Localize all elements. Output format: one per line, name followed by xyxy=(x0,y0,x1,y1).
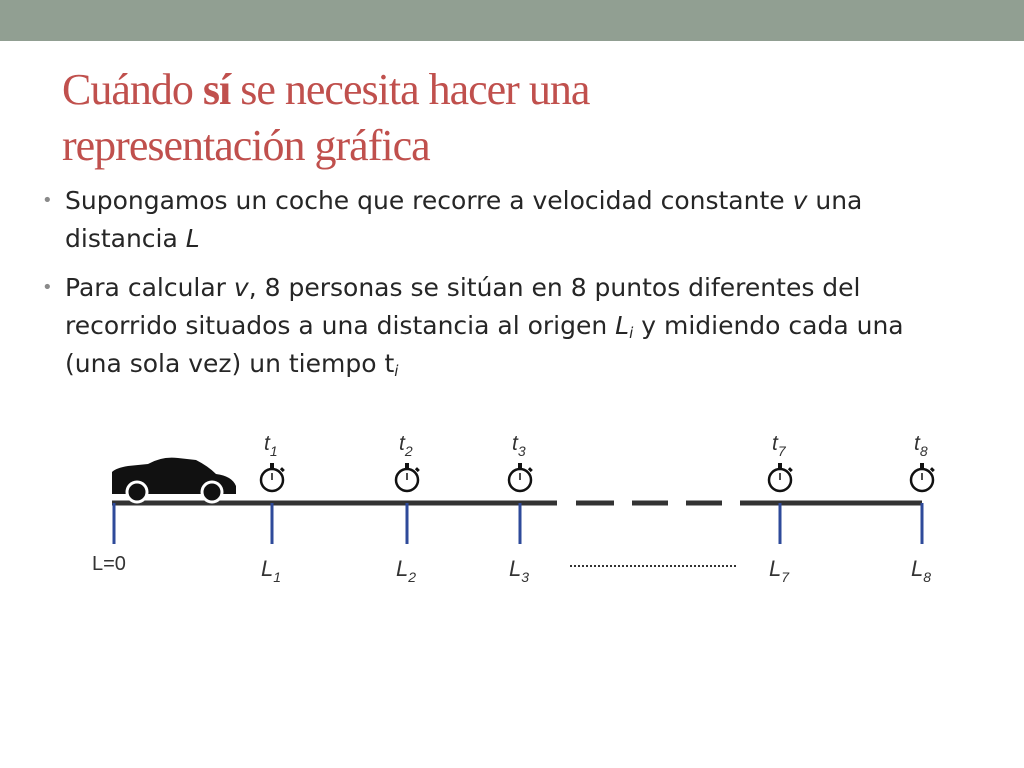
bullet-dot: • xyxy=(42,190,53,211)
car-icon xyxy=(112,458,236,502)
timer-label-t8: $t_8$ xyxy=(914,432,928,459)
bullet-2-line3: (una sola vez) un tiempo t xyxy=(65,349,395,378)
var-v: v xyxy=(233,273,249,302)
bullet-2-line2: recorrido situados a una distancia al origen xyxy=(65,311,616,340)
timer-label-t2: $t_2$ xyxy=(399,432,413,459)
bullet-1-line2: distancia xyxy=(65,224,186,253)
bullet-1-text-mid: una xyxy=(807,186,863,215)
distance-label-L7: $L_7$ xyxy=(769,556,790,585)
title-line2: representación gráfica xyxy=(62,121,430,170)
var-Li: L xyxy=(615,311,630,340)
var-Li-sub: i xyxy=(629,324,634,342)
distance-label-L3: $L_3$ xyxy=(509,556,530,585)
distance-label-L8: $L_8$ xyxy=(911,556,932,585)
timer-label-t1: $t_1$ xyxy=(264,432,278,459)
timer-label-t7: $t_7$ xyxy=(772,432,786,459)
bullet-2-line2-post: y midiendo cada una xyxy=(633,311,904,340)
title-part1: Cuándo xyxy=(62,65,203,114)
title-part2: se necesita hacer una xyxy=(230,65,590,114)
var-v: v xyxy=(792,186,808,215)
distance-label-L1: $L_1$ xyxy=(261,556,282,585)
var-ti-sub: i xyxy=(394,362,399,380)
timer-label-t3: $t_3$ xyxy=(512,432,526,459)
stopwatch-icon xyxy=(769,463,793,491)
origin-label: L=0 xyxy=(92,553,126,575)
stopwatch-icon xyxy=(509,463,533,491)
stopwatch-icon xyxy=(911,463,935,491)
bullet-dot: • xyxy=(42,277,53,298)
stopwatch-icon xyxy=(396,463,420,491)
bullet-1-text: Supongamos un coche que recorre a velocidad constante xyxy=(65,186,793,215)
bullet-2-text: Para calcular xyxy=(65,273,234,302)
var-L: L xyxy=(185,224,200,253)
distance-label-L2: $L_2$ xyxy=(396,556,417,585)
title-bold: sí xyxy=(202,65,231,114)
stopwatch-icon xyxy=(261,463,285,491)
bullet-2-text-mid: , 8 personas se sitúan en 8 puntos diferentes del xyxy=(248,273,861,302)
